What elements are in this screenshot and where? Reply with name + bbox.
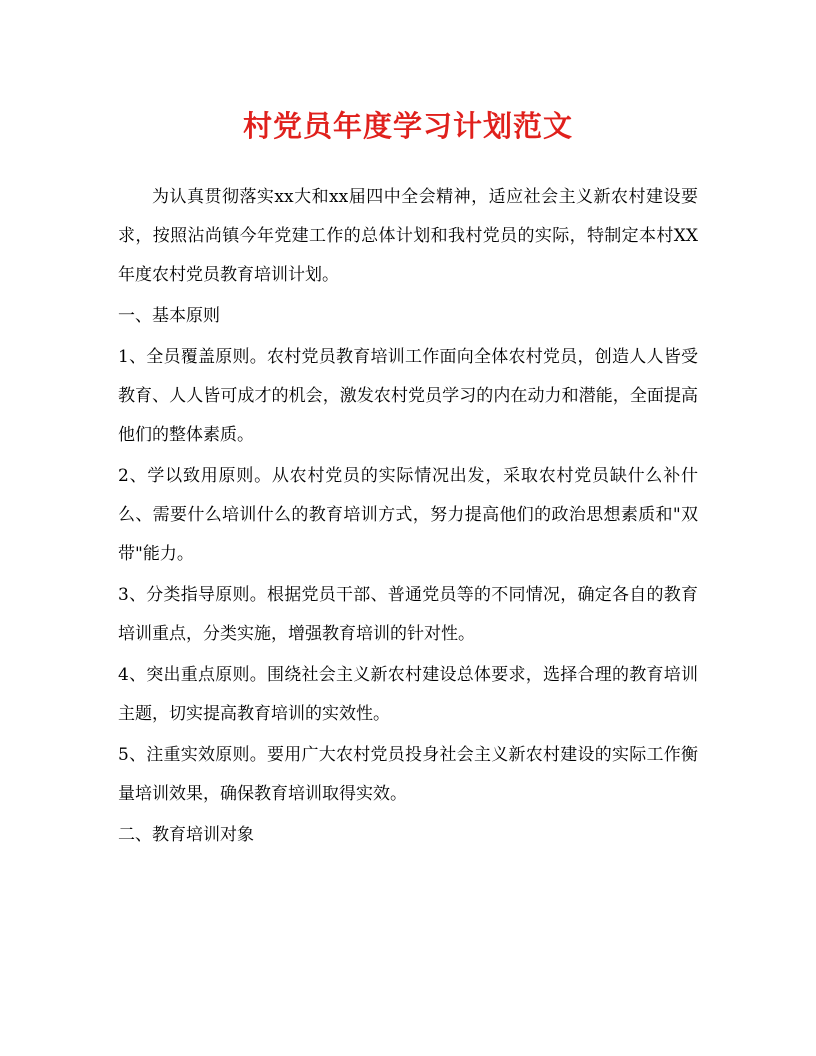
principle-paragraph-3: 3、分类指导原则。根据党员干部、普通党员等的不同情况，确定各自的教育培训重点，分类实施，增强教育培训的针对性。 [118, 585, 698, 644]
principle-paragraph-2: 2、学以致用原则。从农村党员的实际情况出发，采取农村党员缺什么补什么、需要什么培训什么的教育培训方式，努力提高他们的政治思想素质和"双带"能力。 [118, 466, 698, 564]
document-body [118, 178, 698, 857]
principle-paragraph-1: 1、全员覆盖原则。农村党员教育培训工作面向全体农村党员，创造人人皆受教育、人人皆可成才的机会，激发农村党员学习的内在动力和潜能，全面提高他们的整体素质。 [118, 347, 698, 445]
document-title: 村党员年度学习计划范文 [242, 109, 573, 143]
intro-paragraph: 为认真贯彻落实xx大和xx届四中全会精神，适应社会主义新农村建设要求，按照沾尚镇今年党建工作的总体计划和我村党员的实际，特制定本村XX年度农村党员教育培训计划。 [118, 187, 698, 285]
principle-paragraph-4: 4、突出重点原则。围绕社会主义新农村建设总体要求，选择合理的教育培训主题，切实提高教育培训的实效性。 [118, 665, 698, 724]
principle-paragraph-5: 5、注重实效原则。要用广大农村党员投身社会主义新农村建设的实际工作衡量培训效果，确保教育培训取得实效。 [118, 745, 698, 804]
section-heading-training-targets: 二、教育培训对象 [118, 825, 254, 845]
section-heading-basic-principles: 一、基本原则 [118, 306, 220, 326]
